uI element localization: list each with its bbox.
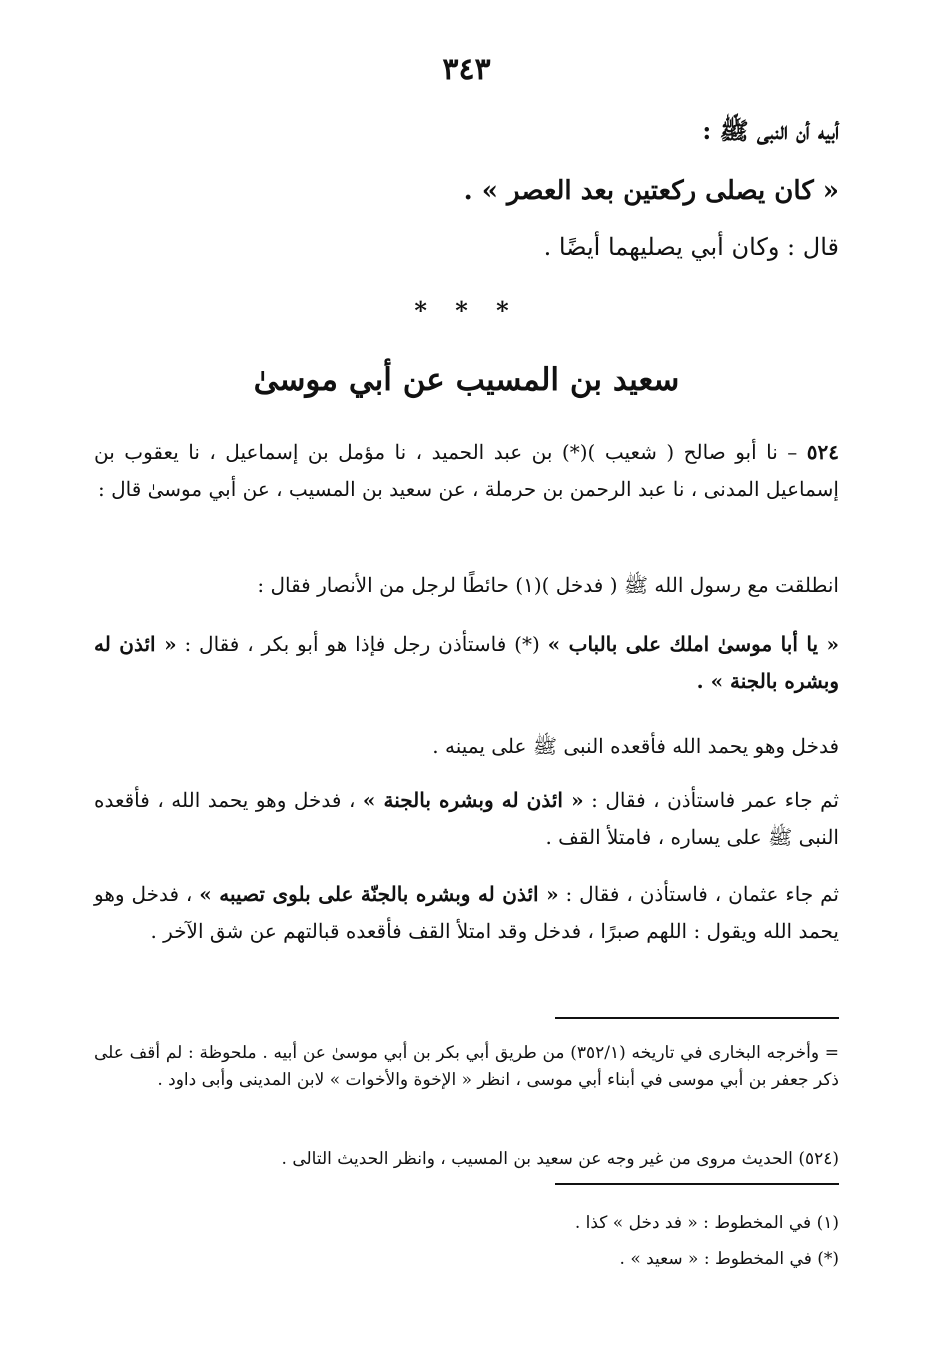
quote-umar: « ائذن له وبشره بالجنة » — [362, 788, 584, 812]
notes-divider — [555, 1017, 839, 1019]
opening-line: أبيه أن النبى ﷺ : — [702, 116, 839, 145]
hadith-isnad-paragraph — [94, 434, 839, 508]
opening-hadith-quote: « كان يصلى ركعتين بعد العصر » . — [463, 176, 839, 206]
footnotes-divider — [555, 1183, 839, 1185]
hadith-number: ٥٢٤ — [806, 440, 839, 464]
paragraph-6-start: ثم جاء عثمان ، فاستأذن ، فقال : — [558, 882, 839, 906]
section-separator: * * * — [414, 296, 519, 325]
paragraph-5-start: ثم جاء عمر فاستأذن ، فقال : — [583, 788, 839, 812]
hadith-paragraph-4: فدخل وهو يحمد الله فأقعده النبى ﷺ على يمينه . — [432, 734, 839, 758]
hadith-paragraph-5 — [94, 782, 839, 856]
paragraph-5-end: ، فدخل وهو يحمد الله ، فأقعده النبى ﷺ على يساره ، فامتلأ القف . — [94, 788, 839, 849]
footnote-star: (*) في المخطوط : « سعيد » . — [619, 1249, 839, 1269]
quote-uthman: « ائذن له وبشره بالجنّة على بلوى تصيبه » — [199, 882, 559, 906]
hadith-paragraph-3 — [94, 626, 839, 700]
hadith-isnad-text: – نا أبو صالح ( شعيب )(*) بن عبد الحميد ، نا مؤمل بن إسماعيل ، نا يعقوب بن إسماعيل المدنى ، نا عبد الرحمن بن حرملة ، عن سعيد بن المسيب ، عن أبي موسىٰ قال : — [94, 440, 839, 501]
paragraph-3-text: (*) فاستأذن رجل فإذا هو أبو بكر ، فقال : — [176, 632, 548, 656]
hadith-paragraph-6 — [94, 876, 839, 950]
opening-narrator-remark: قال : وكان أبي يصليهما أيضًا . — [543, 233, 839, 261]
paragraph-6-end: ، فدخل وهو يحمد الله ويقول : اللهم صبرًا ، فدخل وقد امتلأ القف فأقعده قبالتهم عن شق الآخر . — [94, 882, 839, 943]
section-title: سعيد بن المسيب عن أبي موسىٰ — [253, 362, 680, 398]
note-524: (٥٢٤) الحديث مروى من غير وجه عن سعيد بن المسيب ، وانظر الحديث التالى . — [281, 1149, 839, 1169]
note-continuation: = وأخرجه البخارى في تاريخه (٣٥٢/١) من طريق أبي بكر بن أبي موسىٰ عن أبيه . ملحوظة : لم أقف على ذكر جعفر بن أبي موسى في أبناء أبي موسى ، انظر « الإخوة والأخوات » لابن المدينى وأبى داود . — [94, 1043, 839, 1090]
quote-guard-door: « يا أبا موسىٰ املك على بالباب » — [547, 632, 839, 656]
hadith-paragraph-2: انطلقت مع رسول الله ﷺ ( فدخل )(١) حائطًا لرجل من الأنصار فقال : — [257, 573, 839, 597]
footnote-1: (١) في المخطوط : « فد دخل » كذا . — [574, 1213, 839, 1233]
quote-abu-bakr: « ائذن له وبشره بالجنة » . — [94, 632, 839, 693]
page-number: ٣٤٣ — [442, 52, 491, 87]
